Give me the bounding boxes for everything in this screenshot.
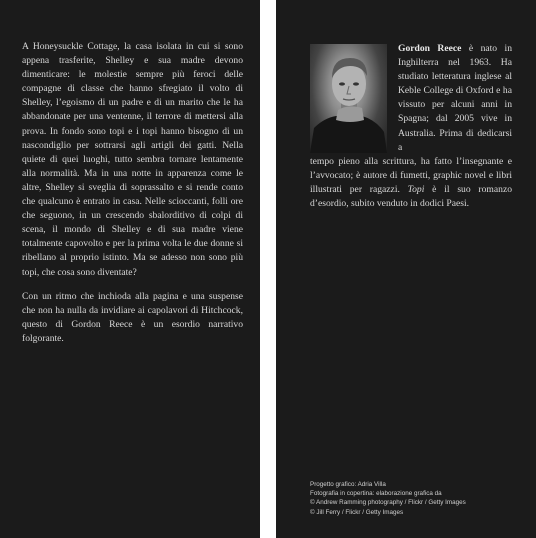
author-bio-continued <box>310 155 512 211</box>
author-name: Gordon Reece <box>398 43 462 54</box>
credit-line: Fotografia in copertina: elaborazione grafica da <box>310 490 442 498</box>
synopsis <box>22 40 243 356</box>
author-photo <box>310 44 387 153</box>
synopsis-paragraph-2: Con un ritmo che inchioda alla pagina e una suspense che non ha nulla da invidiare ai capolavori di Hitchcock, questo di Gordon Reece è un esordio narrativo folgorante. <box>22 290 243 344</box>
credit-line: © Andrew Ramming photography / Flickr / Getty Images <box>310 499 466 507</box>
synopsis-paragraph-1: A Honeysuckle Cottage, la casa isolata in cui si sono appena trasferite, Shelley e sua madre devono dimenticare: le molestie sempre più feroci delle compagne di classe che hanno sfregiato il volto di Shelley, l’egoismo di un padre e di un marito che le ha abbandonate per una ventenne, il terrore di mettersi alla prova. In fondo sono topi e i topi hanno bisogno di un nascondiglio per sottrarsi agli artigli dei gatti. Nella quiete di quei luoghi, tutto sembra tornare lentamente alla normalità. Ma in una notte in apparenza come le altre, Shelley si sveglia di soprassalto e si rende conto che qualcuno è entrato in casa. Nelle scioccanti, folli ore che seguono, in un crescendo sbalorditivo di colpi di scena, il mondo di Shelley e di sua madre viene totalmente capovolto e per la prima volta le due donne si ribellano al proprio istinto. Ma se adesso non sono più topi, che cosa sono diventate? <box>22 41 243 278</box>
author-bio-text-2: è il suo romanzo d’esordio, subito venduto in dodici Paesi. <box>310 184 513 210</box>
author-bio-intro <box>398 42 512 155</box>
book-title: Topi <box>407 184 425 196</box>
credit-line: Progetto grafico: Adria Villa <box>310 481 386 488</box>
author-bio-text-1: tempo pieno alla scrittura, ha fatto l’insegnante e l’avvocato; è autore di fumetti, graphic novel e libri illustrati per ragazzi. <box>310 156 512 196</box>
credits <box>310 480 520 517</box>
credit-line: © Jill Ferry / Flickr / Getty Images <box>310 508 404 516</box>
author-bio-intro-text: è nato in Inghilterra nel 1963. Ha studiato letteratura inglese al Keble College di Oxford e ha vissuto per alcuni anni in Spagna; dal 2005 vive in Australia. Prima di dedicarsi a <box>398 43 512 153</box>
